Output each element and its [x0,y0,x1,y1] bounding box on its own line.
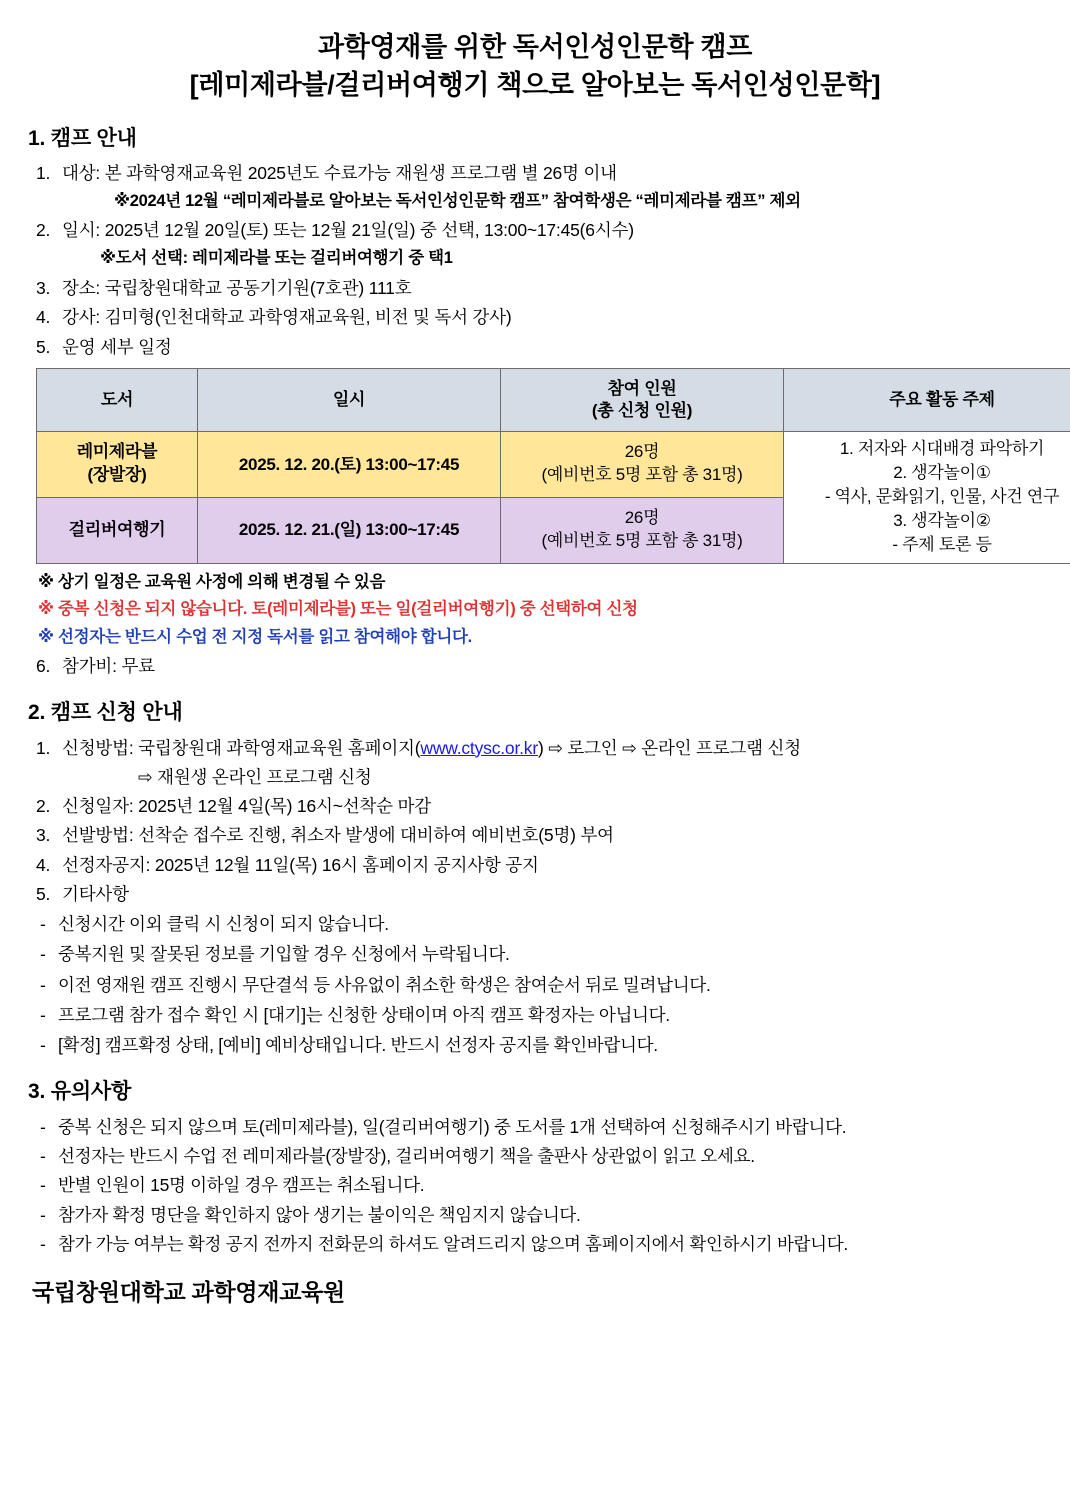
item-text: 참가 가능 여부는 확정 공지 전까지 전화문의 하셔도 알려드리지 않으며 홈페이지에서 확인하시기 바랍니다. [58,1233,848,1254]
title-line-2: [레미제라블/걸리버여행기 책으로 알아보는 독서인성인문학] [189,70,881,101]
section-application-info [28,697,1042,1058]
table-body [37,431,1070,563]
dash-marker: - [40,1233,46,1254]
list-item [28,1202,1042,1228]
dash-marker: - [40,944,46,965]
list-item [28,881,1042,907]
cell-participants-1 [501,431,784,497]
note-excluded-students: ※2024년 12월 “레미제라블로 알아보는 독서인성인문학 캠프” 참여학생은 “레미제라블 캠프” 제외 [114,192,801,211]
item-text: 강사: 김미형(인천대학교 과학영재교육원, 비전 및 독서 강사) [62,307,512,328]
item-text: 선발방법: 선착순 접수로 진행, 취소자 발생에 대비하여 예비번호(5명) 부여 [62,825,614,846]
application-method-suffix: ) ⇨ 로그인 ⇨ 온라인 프로그램 신청 [537,737,801,758]
schedule-table [36,368,1070,564]
cell-date-2: 2025. 12. 21.(일) 13:00~17:45 [198,497,501,563]
item-text: 일시: 2025년 12월 20일(토) 또는 12월 21일(일) 중 선택, 13:00~17:45(6시수) [62,220,634,241]
list-item [28,1032,1042,1058]
dash-marker: - [40,1204,46,1225]
topic-line-1: 1. 저자와 시대배경 파악하기 [839,438,1045,458]
precautions-list [28,1114,1042,1257]
book-name-line-2: (장발장) [87,465,147,485]
item-number: 3. [36,825,51,846]
column-header-book: 도서 [37,368,198,431]
section-2-list [28,735,1042,761]
section-1-list-3 [28,275,1042,360]
list-item [28,1172,1042,1198]
list-item [28,793,1042,819]
item-text: 선정자는 반드시 수업 전 레미제라블(장발장), 걸리버여행기 책을 출판사 상관없이 읽고 오세요. [58,1146,755,1167]
participants-count-2: 26명 [624,508,660,528]
item-text: 이전 영재원 캠프 진행시 무단결석 등 사유없이 취소한 학생은 참여순서 뒤로 밀려납니다. [58,974,711,995]
section-1-heading: 1. 캠프 안내 [28,126,137,150]
item-text: 대상: 본 과학영재교육원 2025년도 수료가능 재원생 프로그램 별 26명 이내 [62,163,617,184]
item-text: 선정자공지: 2025년 12월 11일(목) 16시 홈페이지 공지사항 공지 [62,854,539,875]
list-item [28,334,1042,360]
item-text: 기타사항 [62,883,129,904]
item-text: 참가비: 무료 [62,655,155,676]
section-1-list-2 [28,217,1042,243]
section-2-heading: 2. 캠프 신청 안내 [28,701,183,725]
column-header-participants [501,368,784,431]
cell-book-1 [37,431,198,497]
item-number: 2. [36,220,51,241]
item-number: 4. [36,854,51,875]
list-item [28,822,1042,848]
participants-header-line-1: 참여 인원 [607,378,677,398]
dash-marker: - [40,1004,46,1025]
list-item [28,160,1042,186]
dash-marker: - [40,1035,46,1056]
item-text: 운영 세부 일정 [62,336,172,357]
item-number: 1. [36,737,51,758]
table-head [37,368,1070,431]
dash-marker: - [40,1146,46,1167]
section-3-heading: 3. 유의사항 [28,1080,132,1104]
book-name-line-1: 걸리버여행기 [68,519,166,539]
participants-header-line-2: (총 신청 인원) [591,400,693,420]
list-item [28,653,1042,679]
list-item [28,217,1042,243]
application-method-prefix: 신청방법: 국립창원대 과학영재교육원 홈페이지( [62,737,421,758]
item-number: 4. [36,307,51,328]
cell-date-1: 2025. 12. 20.(토) 13:00~17:45 [198,431,501,497]
item-text: 중복지원 및 잘못된 정보를 기입할 경우 신청에서 누락됩니다. [58,944,510,965]
list-item [28,972,1042,998]
item-text: 참가자 확정 명단을 확인하지 않아 생기는 불이익은 책임지지 않습니다. [58,1204,581,1225]
item-number: 5. [36,883,51,904]
footer-organization: 국립창원대학교 과학영재교육원 [32,1279,345,1306]
item-text: 반별 인원이 15명 이하일 경우 캠프는 취소됩니다. [58,1175,425,1196]
dash-marker: - [40,974,46,995]
etc-list [28,911,1042,1058]
homepage-link[interactable]: www.ctysc.or.kr [420,737,538,758]
dash-marker: - [40,914,46,935]
list-item [28,852,1042,878]
item-number: 3. [36,278,51,299]
list-item [28,304,1042,330]
cell-book-2 [37,497,198,563]
book-name-line-1: 레미제라블 [76,442,158,462]
list-item [28,1143,1042,1169]
topic-line-4: 3. 생각놀이② [893,511,991,531]
topic-line-3: - 역사, 문화읽기, 인물, 사건 연구 [824,487,1060,507]
table-row [37,431,1070,497]
item-text: 장소: 국립창원대학교 공동기기원(7호관) 111호 [62,278,412,299]
list-item [28,1114,1042,1140]
application-method-sub-step: ⇨ 재원생 온라인 프로그램 신청 [138,766,372,787]
column-header-topics: 주요 활동 주제 [784,368,1070,431]
item-number: 1. [36,163,51,184]
item-text: 중복 신청은 되지 않으며 토(레미제라블), 일(걸리버여행기) 중 도서를 1개 선택하여 신청해주시기 바랍니다. [58,1116,847,1137]
list-item [28,1002,1042,1028]
section-2-list-2 [28,793,1042,907]
participants-total-1: (예비번호 5명 포함 총 31명) [541,465,743,485]
item-text: [확정] 캠프확정 상태, [예비] 예비상태입니다. 반드시 선정자 공지를 확인바랍니다. [58,1035,658,1056]
table-note-reading-required: ※ 선정자는 반드시 수업 전 지정 독서를 읽고 참여해야 합니다. [38,628,472,647]
table-note-no-duplicate: ※ 중복 신청은 되지 않습니다. 토(레미제라블) 또는 일(걸리버여행기) 중 선택하여 신청 [38,600,638,619]
participants-total-2: (예비번호 5명 포함 총 31명) [541,531,743,551]
item-number: 5. [36,336,51,357]
topic-line-5: - 주제 토론 등 [892,535,992,555]
cell-participants-2 [501,497,784,563]
page-title [28,28,1042,105]
topic-line-2: 2. 생각놀이① [893,463,991,483]
note-book-selection: ※도서 선택: 레미제라블 또는 걸리버여행기 중 택1 [100,249,453,268]
dash-marker: - [40,1175,46,1196]
participants-count-1: 26명 [624,442,660,462]
table-note-schedule-change: ※ 상기 일정은 교육원 사정에 의해 변경될 수 있음 [38,572,386,591]
cell-topics [784,431,1070,563]
section-1-list-4 [28,653,1042,679]
table-header-row [37,368,1070,431]
section-camp-info [28,123,1060,679]
title-line-1: 과학영재를 위한 독서인성인문학 캠프 [317,32,753,62]
dash-marker: - [40,1116,46,1137]
section-precautions [28,1076,1042,1257]
item-number: 6. [36,655,51,676]
item-text: 신청일자: 2025년 12월 4일(목) 16시~선착순 마감 [62,796,431,817]
item-number: 2. [36,796,51,817]
column-header-date: 일시 [198,368,501,431]
item-text: 프로그램 참가 접수 확인 시 [대기]는 신청한 상태이며 아직 캠프 확정자는 아닙니다. [58,1004,670,1025]
list-item [28,911,1042,937]
list-item [28,275,1042,301]
list-item [28,941,1042,967]
list-item-application-method [28,735,1042,761]
section-1-list [28,160,1042,186]
list-item [28,1231,1042,1257]
item-text: 신청시간 이외 클릭 시 신청이 되지 않습니다. [58,914,389,935]
